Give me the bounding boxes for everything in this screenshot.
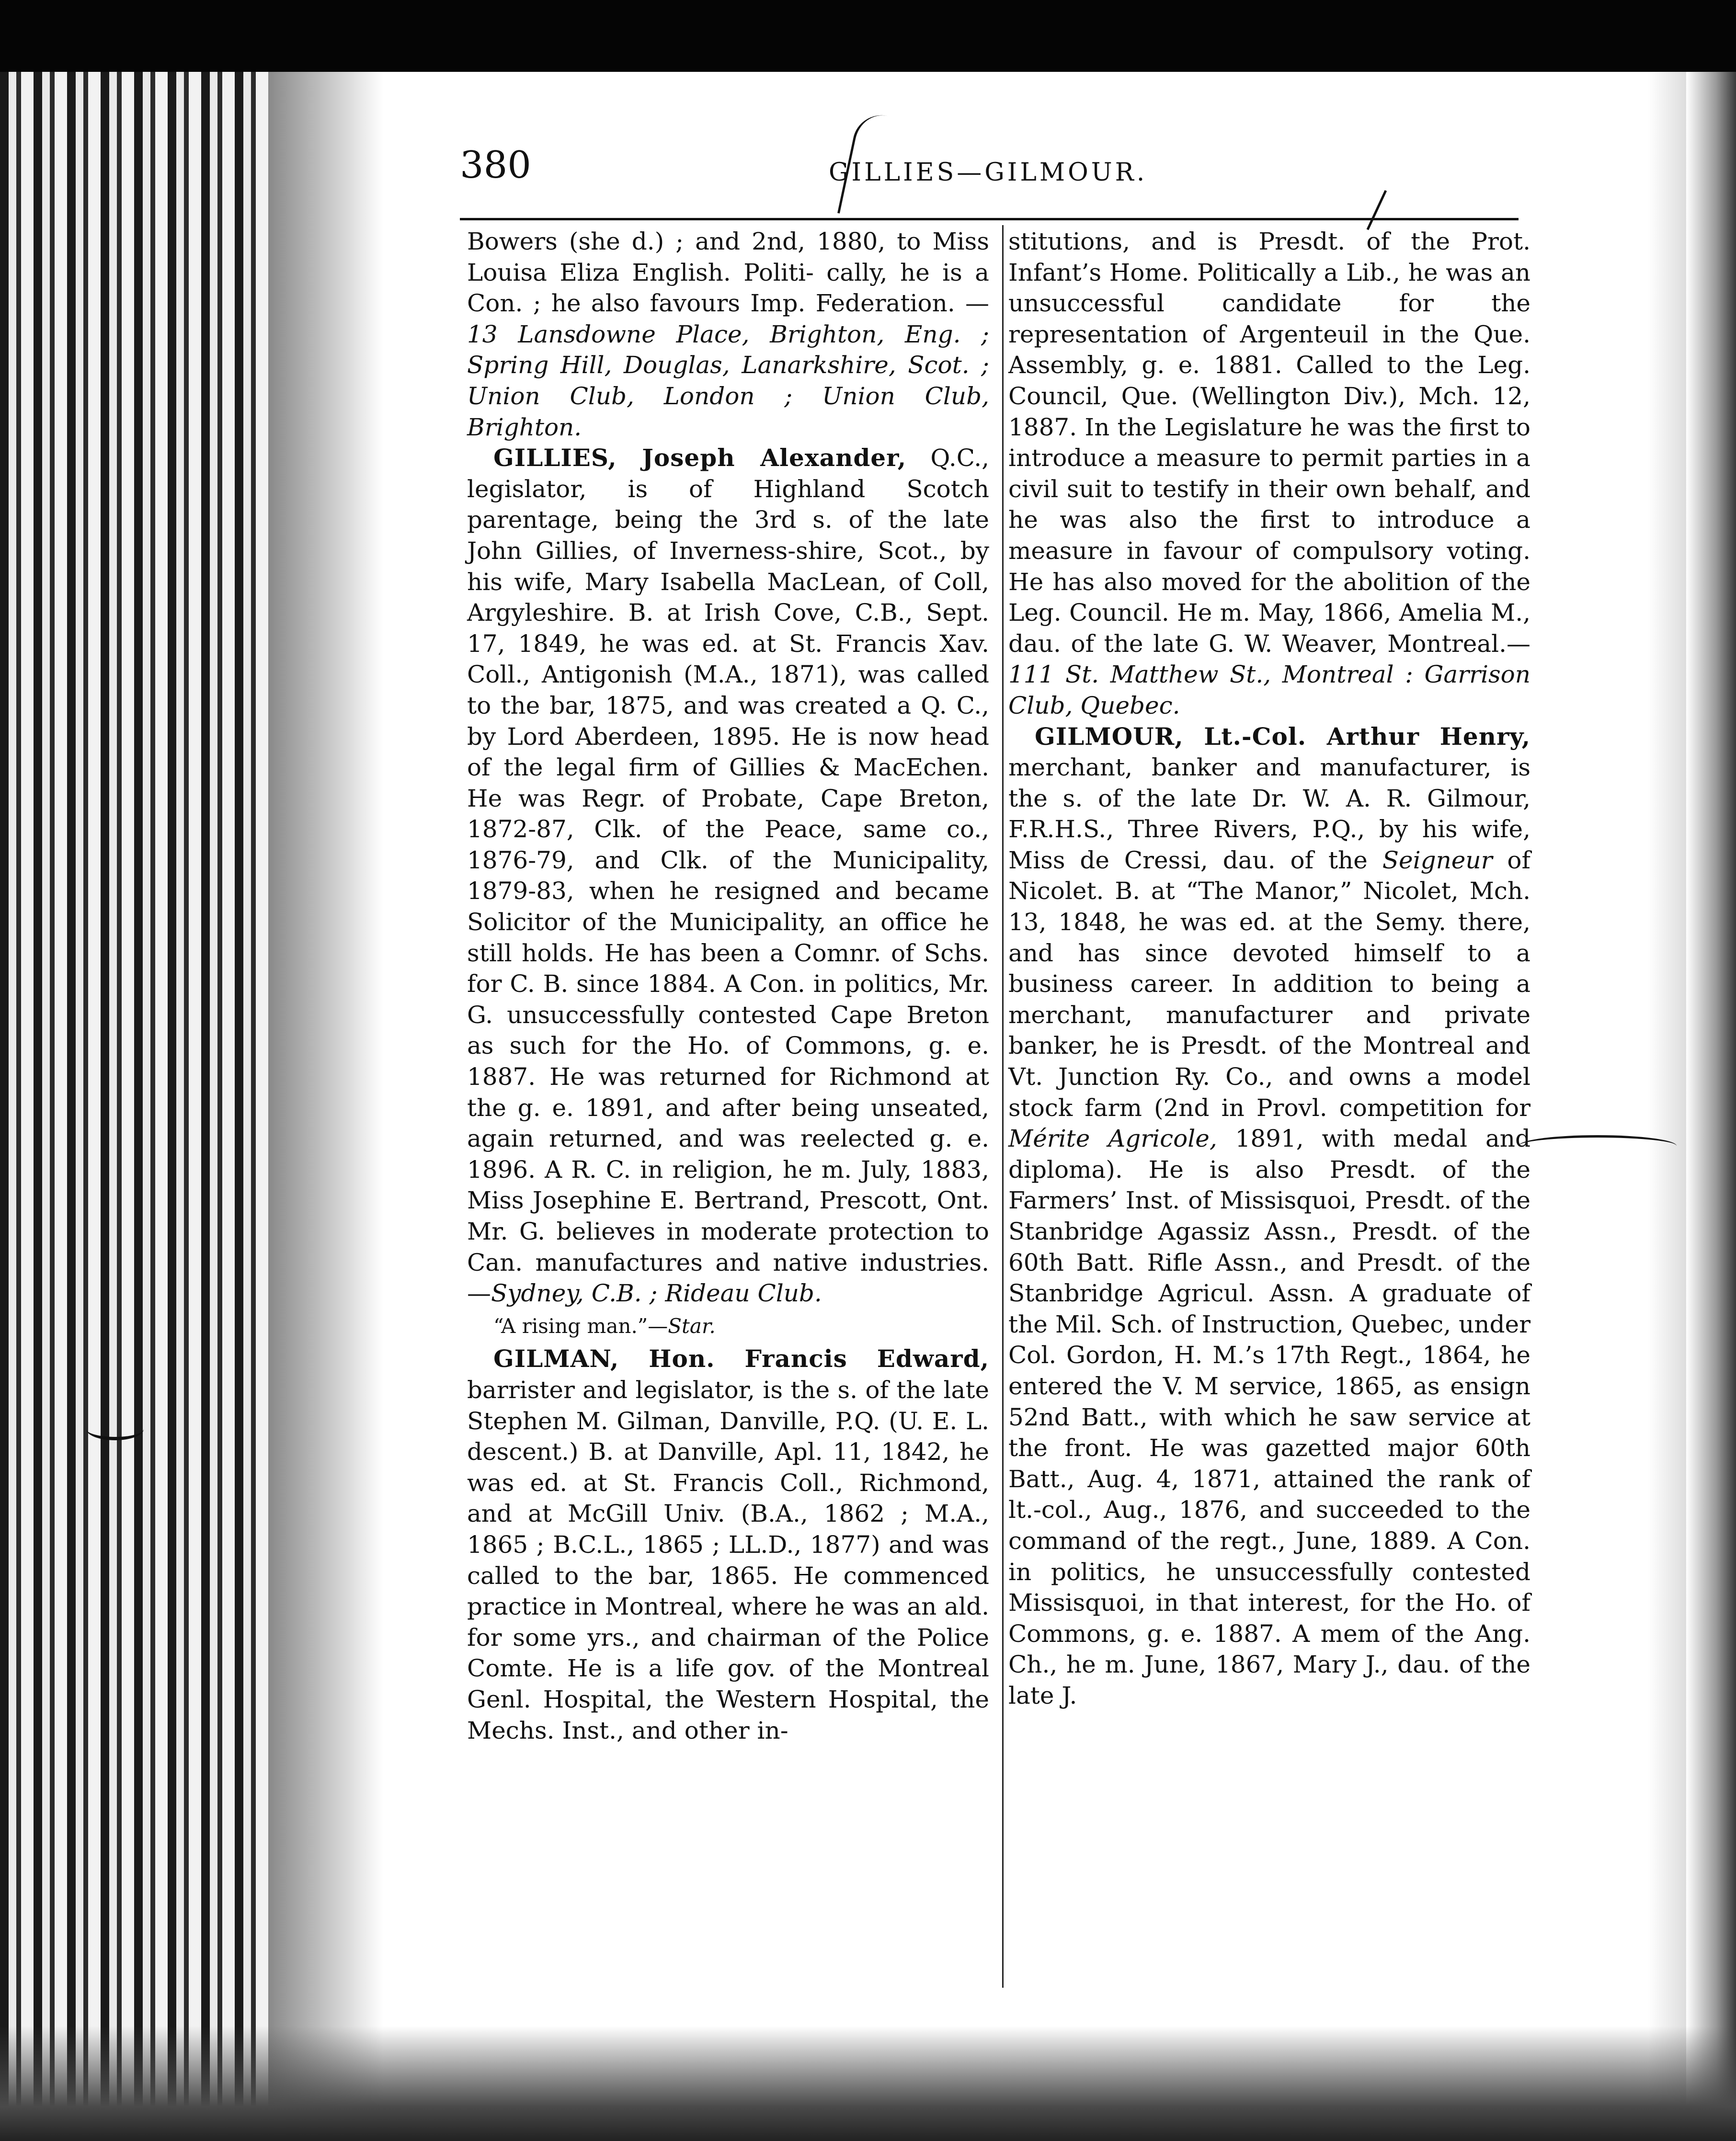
quote-text: “A rising man.”— <box>493 1314 668 1338</box>
entry-name: GILMOUR, Lt.-Col. Arthur Henry, <box>1035 722 1530 751</box>
continued-entry <box>467 226 989 443</box>
scan-left-binding-noise <box>0 72 268 2141</box>
running-header: GILLIES—GILMOUR. <box>829 158 1148 187</box>
entry-body: stitutions, and is Presdt. of the Prot. Infant’s Home. Politically a Lib., he was an unsuccessful candidate for the representation of Argenteuil in the Que. Assembly, g. e. 1881. Called to the Leg. Council, Que. (Wellington Div.), Mch. 12, 1887. In the Legislature he was the first to introduce a measure to permit parties in a civil suit to testify in their own behalf, and he was also the first to introduce a measure in favour of compulsory voting. He has also moved for the abolition of the Leg. Council. He m. May, 1866, Amelia M., dau. of the late G. W. Weaver, Montreal.— <box>1008 228 1530 658</box>
right-column <box>1008 226 1530 1711</box>
entry-body: barrister and legislator, is the s. of the late Stephen M. Gilman, Danville, P.Q. (U. E. L. descent.) B. at Danville, Apl. 11, 1842, he was ed. at St. Francis Coll., Richmond, and at McGill Univ. (B.A., 1862 ; M.A., 1865 ; B.C.L., 1865 ; LL.D., 1877) and was called to the bar, 1865. He commenced practice in Montreal, where he was an ald. for some yrs., and chairman of the Police Comte. He is a life gov. of the Montreal Genl. Hospital, the Western Hospital, the Mechs. Inst., and other in- <box>467 1376 989 1744</box>
entry-name: GILMAN, Hon. Francis Edward, <box>493 1344 989 1373</box>
quote-source: Star. <box>668 1314 716 1338</box>
entry-name: GILLIES, Joseph Alexander, <box>493 444 907 472</box>
pen-mark <box>86 1418 144 1440</box>
italic-term: Seigneur <box>1382 846 1493 874</box>
entry-gilmour <box>1008 721 1530 1711</box>
continued-entry <box>1008 226 1530 721</box>
entry-body: Q.C., legislator, is of Highland Scotch parentage, being the 3rd s. of the late John Gillies, of Inverness-shire, Scot., by his wife, Mary Isabella MacLean, of Coll, Argyleshire. B. at Irish Cove, C.B., Sept. 17, 1849, he was ed. at St. Francis Xav. Coll., Antigonish (M.A., 1871), was called to the bar, 1875, and was created a Q. C., by Lord Aberdeen, 1895. He is now head of the legal firm of Gillies & MacEchen. He was Regr. of Probate, Cape Breton, 1872-87, Clk. of the Peace, same co., 1876-79, and Clk. of the Municipality, 1879-83, when he resigned and became Solicitor of the Municipality, an office he still holds. He has been a Comnr. of Schs. for C. B. since 1884. A Con. in politics, Mr. G. unsuccessfully contested Cape Breton as such for the Ho. of Commons, g. e. 1887. He was returned for Richmond at the g. e. 1891, and after being unseated, again returned, and was reelected g. e. 1896. A R. C. in religion, he m. July, 1883, Miss Josephine E. Bertrand, Prescott, Ont. Mr. G. believes in moderate protection to Can. manufactures and native industries.— <box>467 444 989 1308</box>
scan-right-shadow <box>1648 72 1686 2141</box>
scan-bottom-shadow <box>0 2026 1736 2141</box>
page-number: 380 <box>460 144 531 187</box>
text-line: cally, he is a Con. ; he also favours <box>467 258 989 318</box>
entry-body: 1891, with medal and diploma). He is also Presdt. of the Farmers’ Inst. of Missisquoi, Presdt. of the Stanbridge Agassiz Assn., Presdt. of the 60th Batt. Rifle Assn., and Presdt. of the Stanbridge Agricul. Assn. A graduate of the Mil. Sch. of Instruction, Quebec, under Col. Gordon, H. M.’s 17th Regt., 1864, he entered the V. M service, 1865, as ensign 52nd Batt., with which he saw service at the front. He was gazetted major 60th Batt., Aug. 4, 1871, attained the rank of lt.-col., Aug., 1876, and succeeded to the command of the regt., June, 1889. A Con. in politics, he unsuccessfully contested Missisquoi, in that interest, for the Ho. of Commons, g. e. 1887. A mem of the Ang. Ch., he m. June, 1867, Mary J., dau. of the late J. <box>1008 1125 1530 1709</box>
italic-term: Mérite Agricole, <box>1008 1125 1217 1153</box>
pen-mark <box>1519 1135 1677 1157</box>
address: Sydney, C.B. ; Rideau Club. <box>491 1279 822 1308</box>
scan-top-border <box>0 0 1736 72</box>
text-line: Miss Louisa Eliza English. Politi- <box>467 228 989 286</box>
header-rule <box>460 218 1519 220</box>
press-quote <box>467 1311 989 1342</box>
address: 13 Lansdowne <box>467 320 656 348</box>
entry-gillies <box>467 443 989 1309</box>
address: 111 St. Matthew St., Montreal : Garrison Club, Quebec. <box>1008 661 1530 719</box>
text-line: Bowers (she d.) ; and 2nd, 1880, to <box>467 228 921 255</box>
scan-right-edge <box>1686 72 1736 2141</box>
entry-body: merchant, banker and manufacturer, is the s. of the late Dr. W. A. R. Gilmour, F.R.H.S., Three Rivers, P.Q., by his wife, Miss de Cressi, dau. of the <box>1008 753 1530 874</box>
column-divider <box>1002 225 1004 1988</box>
entry-body: of Nicolet. B. at “The Manor,” Nicolet, Mch. 13, 1848, he was ed. at the Semy. there, and has since devoted himself to a business career. In addition to being a merchant, manufacturer and private banker, he is Presdt. of the Montreal and Vt. Junction Ry. Co., and owns a model stock farm (2nd in Provl. competition for <box>1008 846 1530 1122</box>
text-line: Imp. Federation. — <box>750 289 989 318</box>
address: Place, Brighton, Eng. ; Spring Hill, Douglas, Lanarkshire, Scot. ; Union Club, London ; Union Club, Brighton. <box>467 320 989 441</box>
left-column <box>467 226 989 1746</box>
scan-left-shadow <box>268 72 383 2141</box>
entry-gilman <box>467 1344 989 1746</box>
